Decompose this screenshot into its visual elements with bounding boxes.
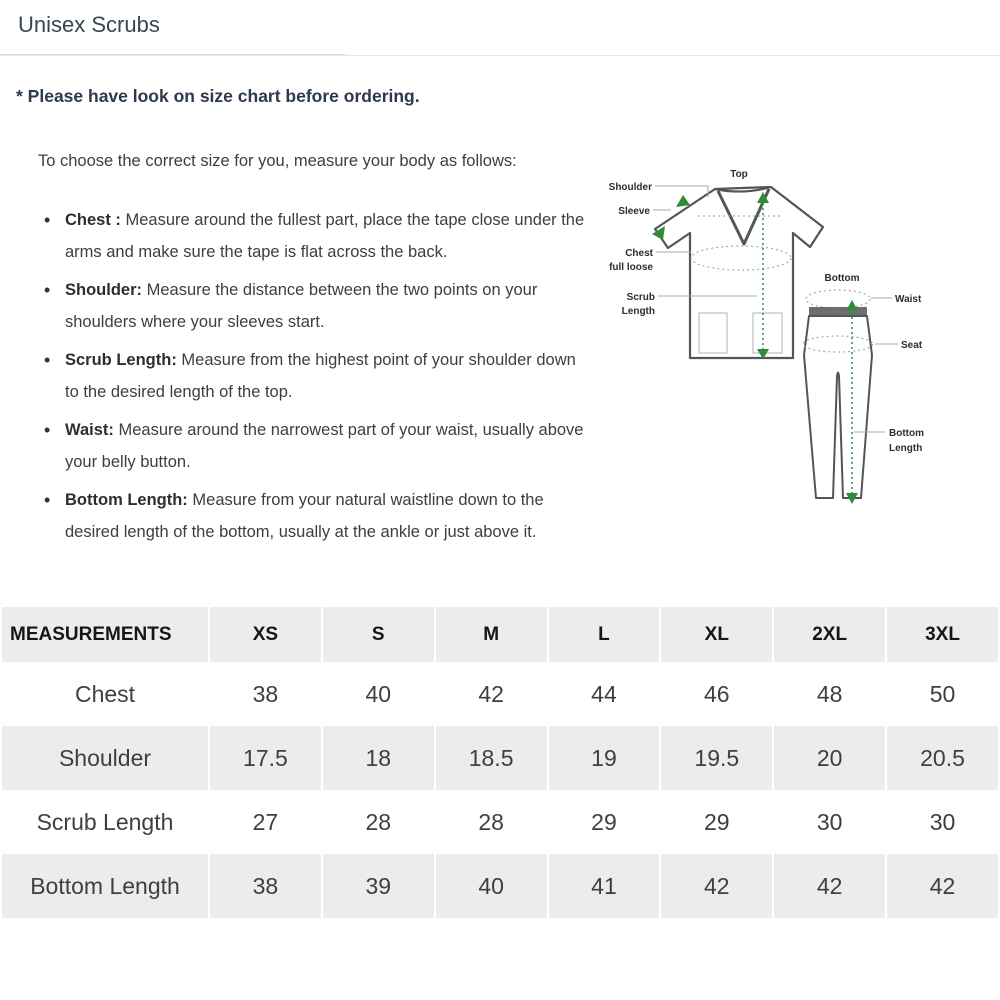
diagram-label-scrub-2: Length — [621, 306, 655, 317]
size-cell: 17.5 — [210, 726, 321, 790]
size-cell: 38 — [210, 854, 321, 918]
size-cell: 42 — [887, 854, 998, 918]
instruction-term: Scrub Length: — [65, 351, 177, 369]
instruction-item-waist — [38, 414, 590, 478]
instruction-item-bottom-length — [38, 484, 590, 548]
size-cell: 30 — [887, 790, 998, 854]
row-label: Shoulder — [2, 726, 208, 790]
size-cell: 42 — [436, 662, 547, 726]
instruction-term: Chest : — [65, 211, 121, 229]
diagram-label-shoulder: Shoulder — [608, 182, 652, 193]
column-header-s: S — [323, 607, 434, 662]
size-cell: 20.5 — [887, 726, 998, 790]
size-cell: 19.5 — [661, 726, 772, 790]
table-row-shoulder — [2, 726, 998, 790]
size-cell: 28 — [436, 790, 547, 854]
instruction-item-scrub-length — [38, 344, 590, 408]
row-label: Scrub Length — [2, 790, 208, 854]
size-cell: 29 — [661, 790, 772, 854]
size-diagram — [595, 150, 995, 510]
size-cell: 41 — [549, 854, 660, 918]
size-cell: 18.5 — [436, 726, 547, 790]
shoulder-leader — [655, 186, 708, 197]
size-cell: 40 — [436, 854, 547, 918]
size-cell: 42 — [661, 854, 772, 918]
measure-instructions — [38, 204, 590, 548]
table-row-chest — [2, 662, 998, 726]
column-header-l: L — [549, 607, 660, 662]
instruction-desc: Measure around the fullest part, place the tape close under the arms and make sure the tape is flat across the back. — [65, 211, 585, 261]
instruction-term: Shoulder: — [65, 281, 142, 299]
measure-intro: To choose the correct size for you, measure your body as follows: — [38, 152, 517, 170]
waistband — [809, 307, 867, 316]
instruction-desc: Measure from the highest point of your shoulder down to the desired length of the top. — [65, 351, 576, 401]
page-title: Unisex Scrubs — [18, 12, 160, 37]
diagram-label-chest: Chest — [625, 248, 653, 259]
instruction-term: Waist: — [65, 421, 114, 439]
diagram-label-seat: Seat — [901, 340, 923, 351]
shoulder-arrow-icon — [676, 195, 690, 207]
row-label: Chest — [2, 662, 208, 726]
size-cell: 44 — [549, 662, 660, 726]
column-header-xl: XL — [661, 607, 772, 662]
column-header-measurements: MEASUREMENTS — [2, 607, 208, 662]
arrow-up-icon — [846, 300, 858, 311]
instruction-item-chest — [38, 204, 590, 268]
size-chart-table — [0, 607, 1000, 918]
column-header-xs: XS — [210, 607, 321, 662]
diagram-label-sleeve: Sleeve — [618, 206, 650, 217]
diagram-label-bottom-2: Length — [889, 443, 923, 454]
measuring-guide — [38, 145, 590, 554]
instruction-desc: Measure from your natural waistline down to the desired length of the bottom, usually at the ankle or just above it. — [65, 491, 544, 541]
column-header-3xl: 3XL — [887, 607, 998, 662]
column-header-m: M — [436, 607, 547, 662]
size-cell: 30 — [774, 790, 885, 854]
instruction-item-shoulder — [38, 274, 590, 338]
size-cell: 50 — [887, 662, 998, 726]
diagram-label-bottom: Bottom — [889, 428, 924, 439]
instruction-term: Bottom Length: — [65, 491, 188, 509]
size-cell: 18 — [323, 726, 434, 790]
table-header-row — [2, 607, 998, 662]
size-cell: 19 — [549, 726, 660, 790]
scrub-top-outline — [655, 187, 823, 358]
section-divider — [0, 55, 1000, 56]
diagram-bottom-title: Bottom — [824, 273, 860, 284]
diagram-top-title: Top — [730, 169, 748, 180]
size-cell: 29 — [549, 790, 660, 854]
size-cell: 28 — [323, 790, 434, 854]
waist-guide-ellipse — [806, 290, 870, 308]
scrub-pants-outline — [804, 316, 872, 498]
table-row-bottom-length — [2, 854, 998, 918]
size-cell: 38 — [210, 662, 321, 726]
table-row-scrub-length — [2, 790, 998, 854]
instruction-desc: Measure the distance between the two points on your shoulders where your sleeves start. — [65, 281, 538, 331]
diagram-label-scrub: Scrub — [626, 292, 655, 303]
size-cell: 27 — [210, 790, 321, 854]
diagram-label-chest-2: full loose — [609, 262, 653, 273]
size-cell: 20 — [774, 726, 885, 790]
size-cell: 42 — [774, 854, 885, 918]
size-cell: 40 — [323, 662, 434, 726]
size-cell: 39 — [323, 854, 434, 918]
size-chart-notice: * Please have look on size chart before ordering. — [16, 86, 420, 106]
row-label: Bottom Length — [2, 854, 208, 918]
diagram-label-waist: Waist — [895, 294, 922, 305]
size-cell: 48 — [774, 662, 885, 726]
size-cell: 46 — [661, 662, 772, 726]
instruction-desc: Measure around the narrowest part of your waist, usually above your belly button. — [65, 421, 584, 471]
column-header-2xl: 2XL — [774, 607, 885, 662]
